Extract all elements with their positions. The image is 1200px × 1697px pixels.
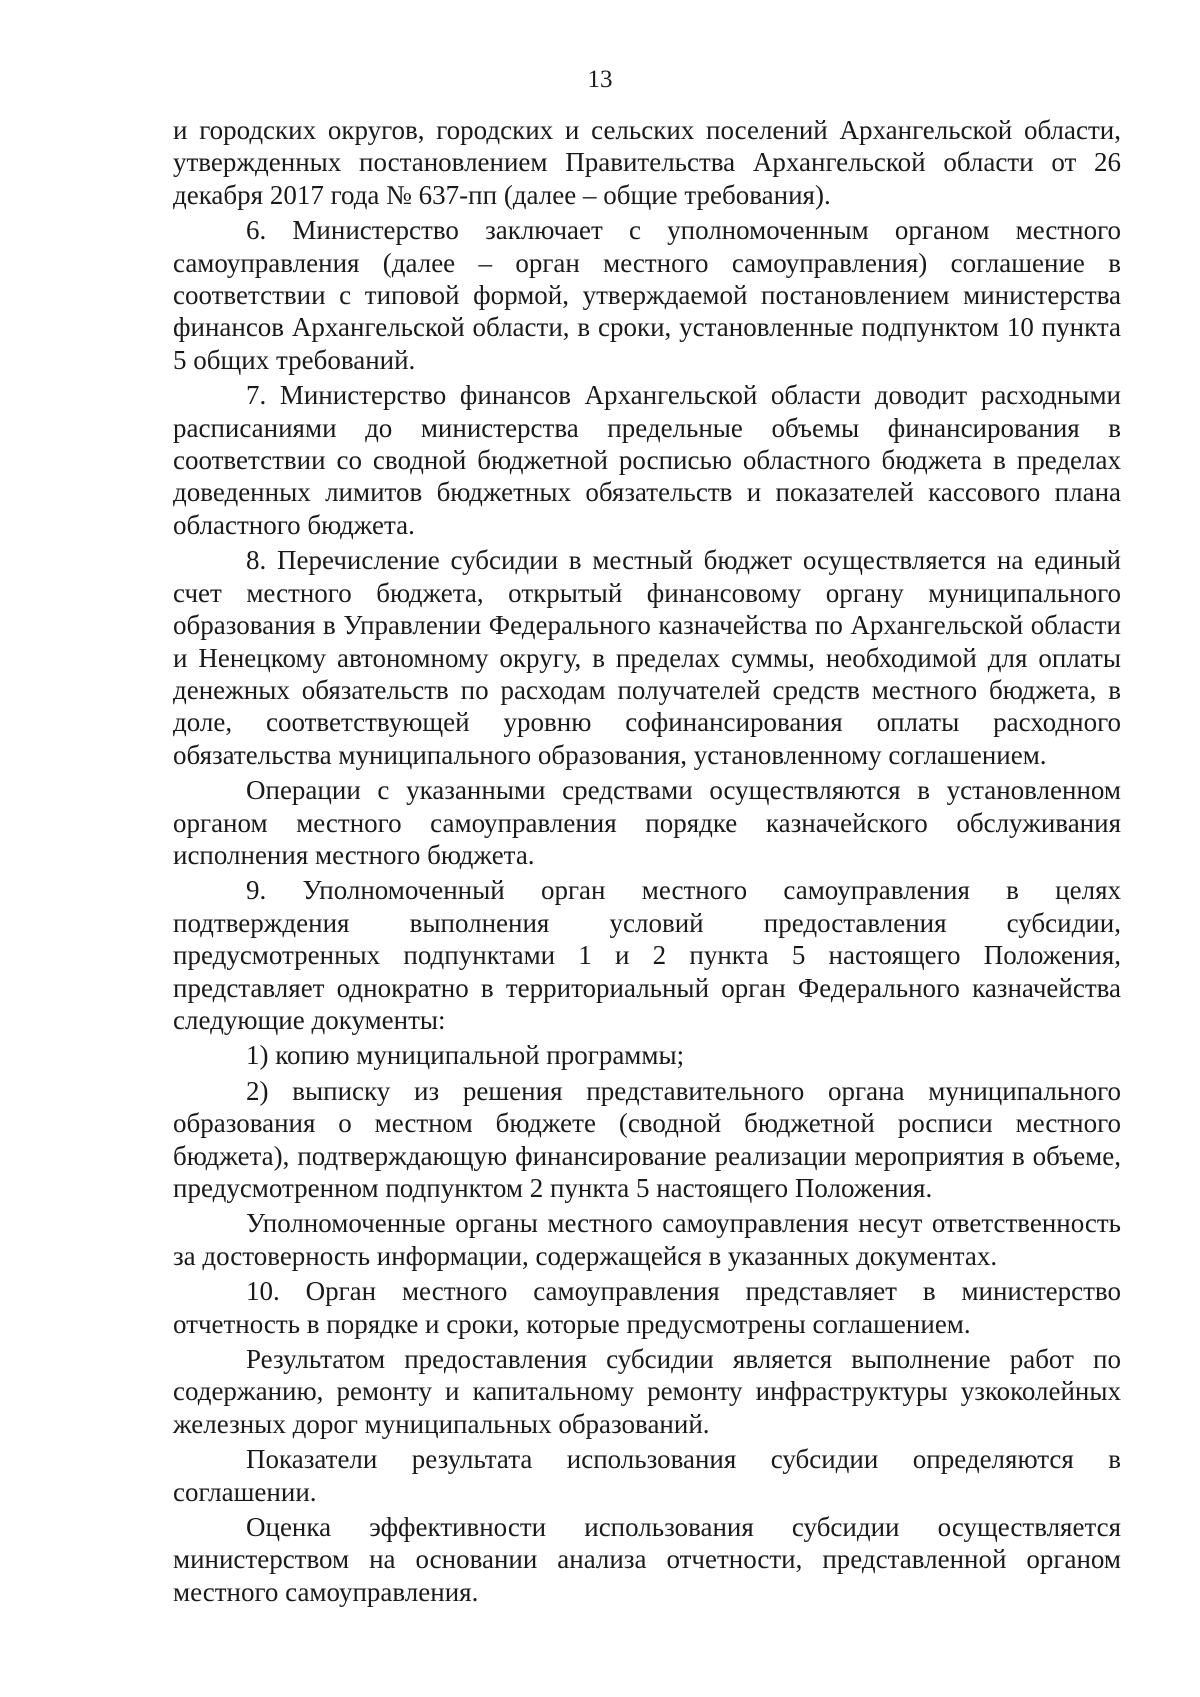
page-number: 13 bbox=[587, 66, 613, 93]
paragraph: 6. Министерство заключает с уполномоченным органом местного самоуправления (далее – орган местного самоуправления) соглашение в соответствии с типовой формой, утверждаемой постановлением министерства финансов Архангельской области, в сроки, установленные подпунктом 10 пункта 5 общих требований. bbox=[173, 215, 1121, 375]
paragraph: 9. Уполномоченный орган местного самоуправления в целях подтверждения выполнения условий предоставления субсидии, предусмотренных подпунктами 1 и 2 пункта 5 настоящего Положения, представляет однократно в территориальный орган Федерального казначейства следующие документы: bbox=[173, 875, 1121, 1035]
paragraph: 8. Перечисление субсидии в местный бюджет осуществляется на единый счет местного бюджета, открытый финансовому органу муниципального образования в Управлении Федерального казначейства по Архангельской области и Ненецкому автономному округу, в пределах суммы, необходимой для оплаты денежных обязательств по расходам получателей средств местного бюджета, в доле, соответствующей уровню софинансирования оплаты расходного обязательства муниципального образования, установленному соглашением. bbox=[173, 545, 1121, 770]
paragraph: 10. Орган местного самоуправления представляет в министерство отчетность в порядке и сроки, которые предусмотрены соглашением. bbox=[173, 1276, 1121, 1339]
paragraph: 2) выписку из решения представительного органа муниципального образования о местном бюджете (сводной бюджетной росписи местного бюджета), подтверждающую финансирование реализации мероприятия в объеме, предусмотренном подпунктом 2 пункта 5 настоящего Положения. bbox=[173, 1075, 1121, 1203]
paragraph: Уполномоченные органы местного самоуправления несут ответственность за достоверность информации, содержащейся в указанных документах. bbox=[173, 1208, 1121, 1271]
paragraph: Операции с указанными средствами осуществляются в установленном органом местного самоуправления порядке казначейского обслуживания исполнения местного бюджета. bbox=[173, 775, 1121, 870]
paragraph: Оценка эффективности использования субсидии осуществляется министерством на основании анализа отчетности, представленной органом местного самоуправления. bbox=[173, 1512, 1121, 1607]
paragraph: и городских округов, городских и сельских поселений Архангельской области, утвержденных постановлением Правительства Архангельской области от 26 декабря 2017 года № 637-пп (далее – общие требования). bbox=[173, 115, 1121, 210]
paragraph: 1) копию муниципальной программы; bbox=[246, 1040, 685, 1071]
paragraph: 7. Министерство финансов Архангельской области доводит расходными расписаниями до министерства предельные объемы финансирования в соответствии со сводной бюджетной росписью областного бюджета в пределах доведенных лимитов бюджетных обязательств и показателей кассового плана областного бюджета. bbox=[173, 380, 1121, 540]
document-body bbox=[173, 114, 1121, 1611]
paragraph: Результатом предоставления субсидии является выполнение работ по содержанию, ремонту и капитальному ремонту инфраструктуры узкоколейных железных дорог муниципальных образований. bbox=[173, 1344, 1121, 1439]
paragraph: Показатели результата использования субсидии определяются в соглашении. bbox=[173, 1444, 1121, 1507]
